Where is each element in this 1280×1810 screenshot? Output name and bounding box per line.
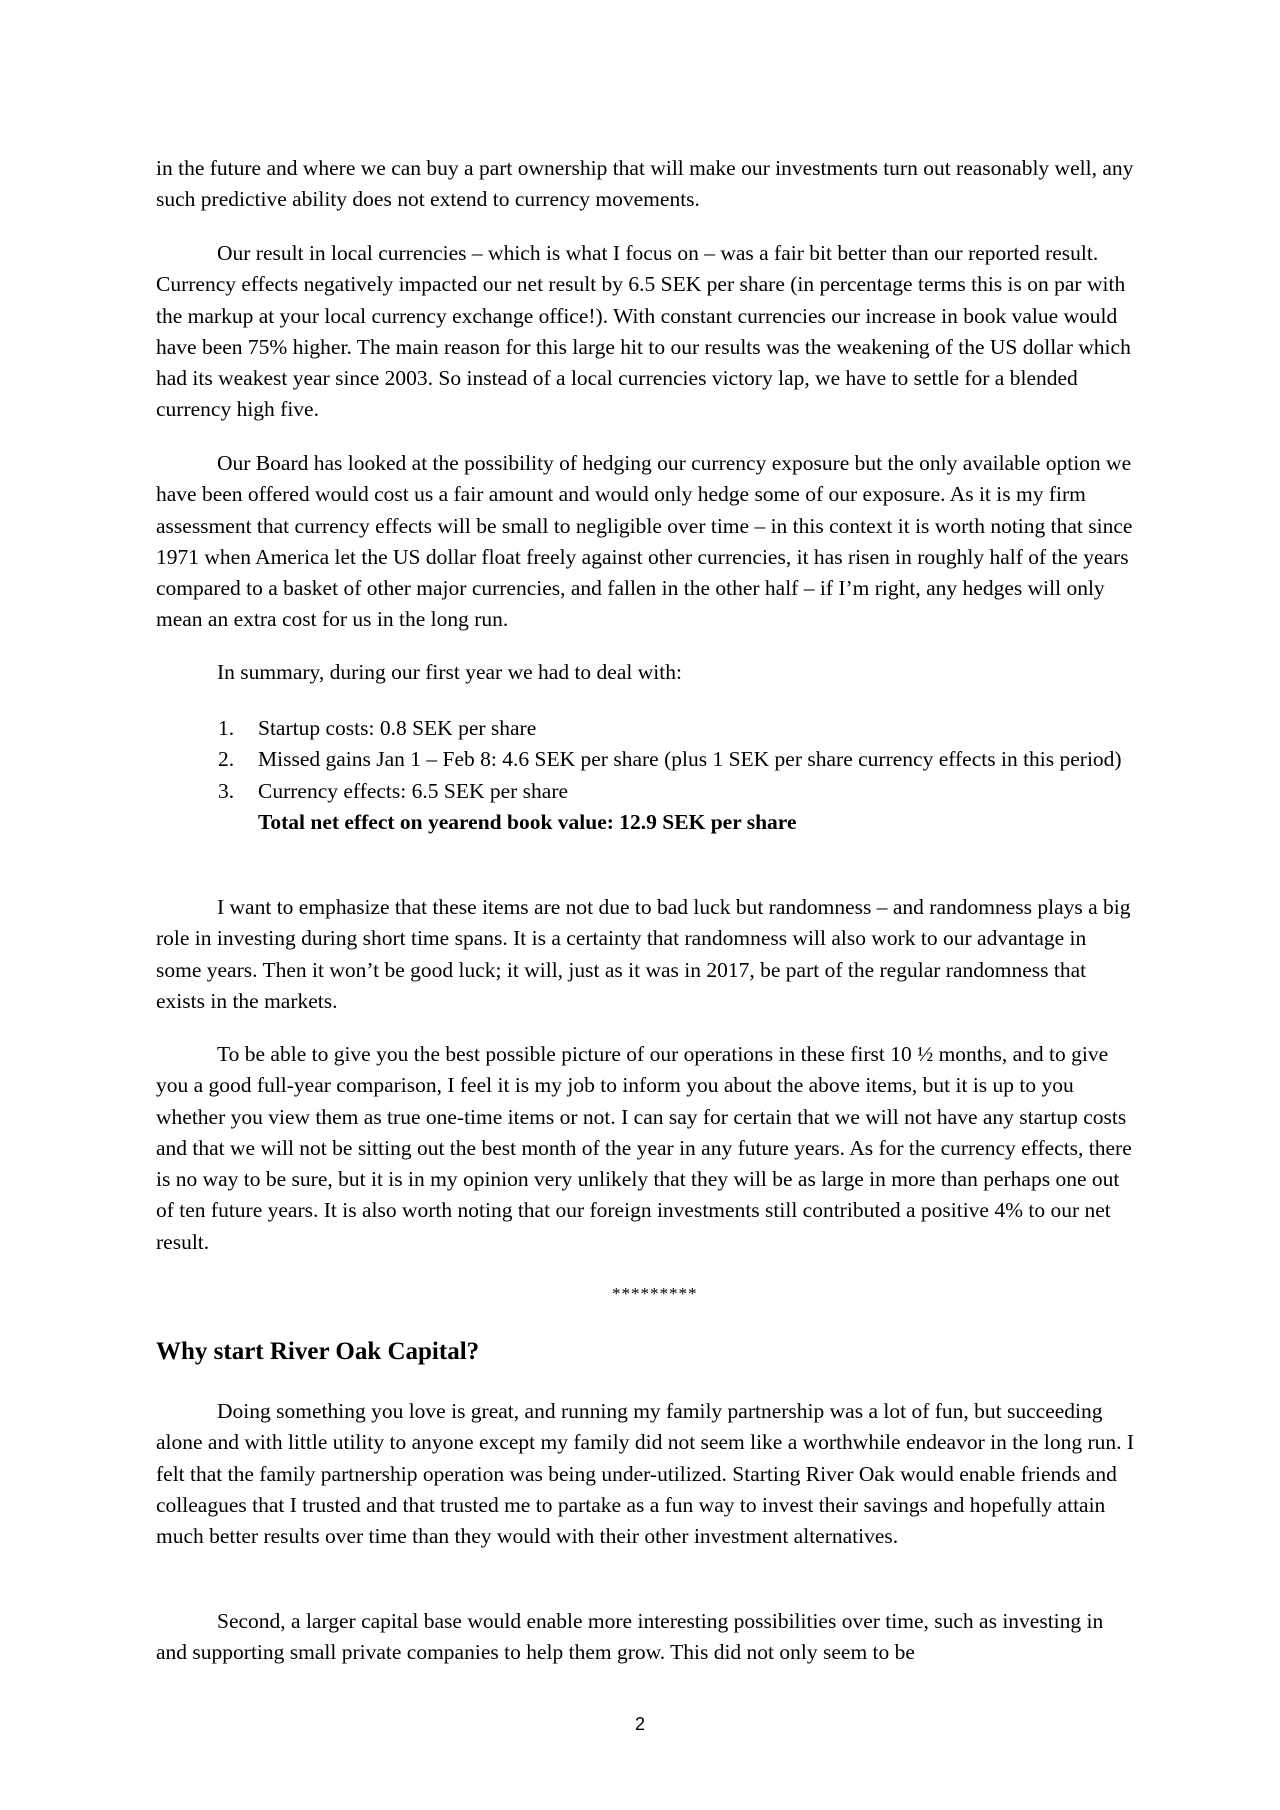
list-item — [218, 776, 1138, 807]
list-total: Total net effect on yearend book value: 12.9 SEK per share — [258, 809, 797, 834]
paragraph-8: Second, a larger capital base would enable more interesting possibilities over time, such as investing in and supporting small private companies to help them grow. This did not only seem to be — [156, 1609, 1104, 1665]
paragraph-1: in the future and where we can buy a part ownership that will make our investments turn out reasonably well, any such predictive ability does not extend to currency movements. — [156, 156, 1134, 212]
page-number: 2 — [634, 1714, 645, 1734]
paragraph-4: In summary, during our first year we had to deal with: — [217, 660, 682, 684]
paragraph-6: To be able to give you the best possible picture of our operations in these first 10 ½ months, and to give you a good full-year comparison, I feel it is my job to inform you about the above items, but it is up to you whether you view them as true one-time items or not. I can say for certain that we will not have any startup costs and that we will not be sitting out the best month of the year in any future years. As for the currency effects, there is no way to be sure, but it is in my opinion very unlikely that they will be as large in more than perhaps one out of ten future years. It is also worth noting that our foreign investments still contributed a positive 4% to our net result. — [156, 1042, 1132, 1254]
list-number: 3. — [218, 778, 235, 803]
paragraph-3: Our Board has looked at the possibility of hedging our currency exposure but the only available option we have been offered would cost us a fair amount and would only hedge some of our exposure. As it is my firm assessment that currency effects will be small to negligible over time – in this context it is worth noting that since 1971 when America let the US dollar float freely against other currencies, it has risen in roughly half of the years compared to a basket of other major currencies, and fallen in the other half – if I’m right, any hedges will only mean an extra cost for us in the long run. — [156, 451, 1133, 632]
list-text: Currency effects: 6.5 SEK per share — [258, 778, 569, 803]
summary-list — [218, 713, 1138, 838]
list-number: 1. — [218, 716, 235, 740]
list-text: Missed gains Jan 1 – Feb 8: 4.6 SEK per share (plus 1 SEK per share currency effects in this period) — [258, 747, 1122, 772]
list-item — [218, 744, 1138, 775]
paragraph-7: Doing something you love is great, and running my family partnership was a lot of fun, but succeeding alone and with little utility to anyone except my family did not seem like a worthwhile endeavor in the long run. I felt that the family partnership operation was being under-utilized. Starting River Oak would enable friends and colleagues that I trusted and that trusted me to partake as a fun way to invest their savings and hopefully attain much better results over time than they would with their other investment alternatives. — [156, 1399, 1135, 1549]
list-number: 2. — [218, 747, 235, 772]
section-heading: Why start River Oak Capital? — [156, 1338, 480, 1365]
section-divider: ********* — [612, 1284, 698, 1303]
list-text: Startup costs: 0.8 SEK per share — [258, 716, 537, 740]
paragraph-2: Our result in local currencies – which is what I focus on – was a fair bit better than our reported result. Currency effects negatively impacted our net result by 6.5 SEK per share (in percentage terms this is on par with the markup at your local currency exchange office!). With constant currencies our increase in book value would have been 75% higher. The main reason for this large hit to our results was the weakening of the US dollar which had its weakest year since 2003. So instead of a local currencies victory lap, we have to settle for a blended currency high five. — [156, 241, 1131, 422]
paragraph-5: I want to emphasize that these items are not due to bad luck but randomness – and randomness plays a big role in investing during short time spans. It is a certainty that randomness will also work to our advantage in some years. Then it won’t be good luck; it will, just as it was in 2017, be part of the regular randomness that exists in the markets. — [156, 895, 1131, 1013]
list-item — [218, 713, 1138, 744]
